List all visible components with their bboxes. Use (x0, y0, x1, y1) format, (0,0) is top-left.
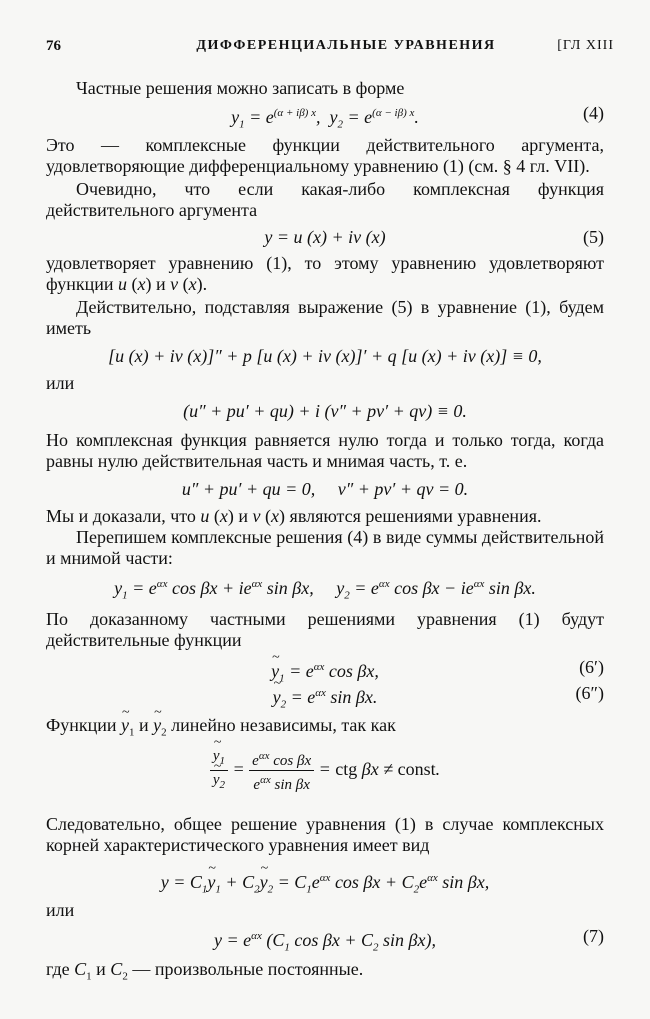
paragraph: По доказанному частными решениями уравнения (1) будут действительные функции (46, 609, 604, 650)
equation-number: (5) (583, 227, 604, 247)
word-or: или (46, 899, 75, 920)
running-title: ДИФФЕРЕНЦИАЛЬНЫЕ УРАВНЕНИЯ (196, 38, 496, 53)
paragraph: Перепишем комплексные решения (4) в виде суммы действительной и мнимой части: (46, 527, 604, 568)
equation-6prime: ~ $y_1 = e^{\alpha x}$ cos βx, (6′) (46, 651, 604, 679)
equation-7: $y = e^{\alpha x}$ ($C_1$ $\cos \beta x + C_2$ sin βx), (7) (46, 921, 604, 951)
equation-number: (6′) (579, 657, 604, 677)
equation-5: y = u (x) + iv (x) (5) (46, 221, 604, 253)
equation-substitution: [u (x) + iv (x)]″ + p [u (x) + iv (x)]′ + q [u (x) + iv (x)] ≡ 0, (108, 346, 542, 366)
equation-number: (4) (583, 103, 604, 123)
paragraph: Частные решения можно записать в форме (76, 78, 405, 98)
paragraph: удовлетворяет уравнению (1), то этому уравнению удовлетворяют функции u (x) и v (x). (46, 253, 604, 294)
page-body (46, 78, 604, 987)
equation-wronskian-ratio: ~ $y_1$ ~ $y_2$ = $\frac{e^{\alpha x} \cos \beta x}{e^{\alpha x} \sin \beta x}$ = ctg βx ≠ const. (46, 744, 604, 794)
paragraph: Мы и доказали, что u (x) и v (x) являются решениями уравнения. (46, 506, 542, 526)
paragraph: Очевидно, что если какая-либо комплексная функция действительного аргумента (46, 179, 604, 220)
equation-number: (6″) (575, 683, 604, 703)
equation-real-imag: u″ + pu′ + qu = 0, v″ + pv′ + qv = 0. (181, 479, 469, 499)
paragraph: Но комплексная функция равняется нулю тогда и только тогда, когда равны нулю действительная часть и мнимая часть, т. е. (46, 430, 604, 471)
running-header (46, 38, 614, 60)
word-or: или (46, 373, 75, 393)
equation-euler: $y_1 = e^{\alpha x}$ $\cos \beta x + ie^{\alpha x}$ sin βx, $y_2 = e^{\alpha x}$ $\cos \beta x - ie^{\alpha x}$ sin βx. (114, 578, 536, 602)
equation-separated: (u″ + pu′ + qu) + i (v″ + pv′ + qv) ≡ 0. (183, 401, 467, 421)
paragraph: Функции ~ $y_1$ и ~ $y_2$ линейно независимы, так как (46, 715, 604, 744)
equation-6double: ~ $y_2 = e^{\alpha x}$ sin βx. (6″) (46, 679, 604, 707)
equation-general-solution: $y = C_1\sim$ $y_1$ + $C_2\sim$ $y_2 = C_1e^{\alpha x}$ $\cos \beta x + C_2e^{\alpha x}$ sin βx, (46, 856, 604, 900)
paragraph: где $C_1$ и $C_2$ — произвольные постоянные. (46, 958, 364, 983)
paragraph: Это — комплексные функции действительного аргумента, удовлетворяющие дифференциальному уравнению (1) (см. § 4 гл. VII). (46, 135, 604, 176)
equation-number: (7) (583, 925, 604, 946)
paragraph: Действительно, подставляя выражение (5) в уравнение (1), будем иметь (46, 297, 604, 338)
paragraph: Следовательно, общее решение уравнения (1) в случае комплексных корней характеристического уравнения имеет вид (46, 813, 604, 855)
equation-4: $y_1 = e^{(\alpha + i\beta) x}$, $y_2 = e^{(\alpha - i\beta) x}$. (4) (231, 103, 604, 131)
chapter-label: [ГЛ XIII (557, 38, 614, 53)
page-number: 76 (46, 38, 61, 54)
